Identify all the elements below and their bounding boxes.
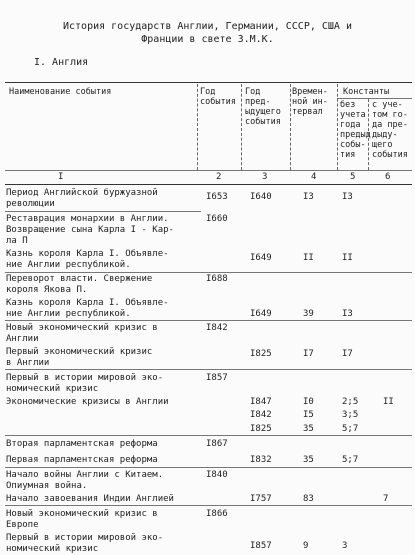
- row-0-const-a: I3: [342, 192, 353, 202]
- row-12-prev: I832: [250, 455, 272, 465]
- row-7-year: I857: [206, 373, 228, 383]
- row-0-interval: I3: [303, 192, 314, 202]
- row-10-interval: 35: [303, 424, 314, 434]
- row-underline: [5, 505, 412, 506]
- column-number: 4: [311, 172, 317, 182]
- row-10-prev: I825: [250, 424, 272, 434]
- row-2-name: Казнь короля Карла I. Объявле- ние Англии республикой.: [6, 249, 169, 270]
- row-8-const-a: 2;5: [342, 397, 359, 407]
- row-0-prev: I640: [250, 192, 272, 202]
- header-year: Год события: [200, 87, 236, 107]
- row-2-const-a: II: [342, 253, 353, 263]
- row-9-const-a: 3;5: [342, 410, 359, 420]
- row-8-interval: I0: [303, 397, 314, 407]
- row-8-name: Экономические кризисы в Англии: [6, 397, 169, 407]
- row-14-interval: 83: [303, 494, 314, 504]
- row-6-prev: I825: [250, 349, 272, 359]
- row-underline: [5, 467, 412, 468]
- row-4-name: Казнь короля Карла I. Объявле- ние Англии республикой.: [6, 298, 169, 319]
- header-prev-year: Год пред- ыдущего события: [245, 87, 281, 127]
- row-5-name: Новый экономический кризис в Англии: [6, 323, 158, 344]
- row-16-const-a: 3: [342, 541, 348, 551]
- row-11-name: Вторая парламентская реформа: [6, 439, 158, 449]
- row-4-prev: I649: [250, 309, 272, 319]
- column-number: 6: [385, 172, 391, 182]
- section-heading: I. Англия: [34, 57, 89, 68]
- header-bottom-rule: [5, 170, 412, 171]
- constants-subrule: [337, 98, 412, 99]
- column-divider: [197, 84, 198, 170]
- table-top-rule: [5, 82, 412, 83]
- row-6-interval: I7: [303, 349, 314, 359]
- row-14-const-b: 7: [383, 494, 389, 504]
- row-underline: [5, 272, 412, 273]
- document-title-line-2: Франции в свете З.М.К.: [141, 34, 274, 45]
- row-8-prev: I847: [250, 397, 272, 407]
- header-const-b: с уче- том го- да пре- дыду- щего события: [372, 100, 408, 160]
- header-name: Наименование события: [9, 87, 112, 97]
- row-12-name: Первая парламентская реформа: [6, 455, 158, 465]
- row-0-name: Период Английской буржуазной революции: [6, 188, 158, 209]
- row-underline: [5, 320, 412, 321]
- row-4-const-a: I3: [342, 309, 353, 319]
- row-2-interval: II: [303, 253, 314, 263]
- row-underline: [5, 369, 412, 370]
- column-divider: [290, 84, 291, 170]
- row-16-interval: 9: [303, 541, 309, 551]
- column-number: 2: [216, 172, 222, 182]
- row-6-const-a: I7: [342, 349, 353, 359]
- row-15-year: I866: [206, 509, 228, 519]
- row-1-name: Реставрация монархии в Англии. Возвращение сына Карла I - Кар- ла П: [6, 214, 174, 246]
- row-5-year: I842: [206, 323, 228, 333]
- row-12-interval: 35: [303, 455, 314, 465]
- row-1-year: I660: [206, 214, 228, 224]
- row-8-const-b: II: [383, 397, 394, 407]
- row-3-year: I688: [206, 274, 228, 284]
- row-underline: [5, 435, 412, 436]
- row-16-prev: I857: [250, 541, 272, 551]
- column-number: 5: [350, 172, 356, 182]
- row-9-prev: I842: [250, 410, 272, 420]
- column-divider: [368, 99, 369, 170]
- header-interval: Времен- ной ин- тервал: [292, 87, 328, 117]
- column-divider: [241, 84, 242, 170]
- row-6-name: Первый экономический кризис в Англии: [6, 347, 153, 368]
- column-number: 3: [262, 172, 268, 182]
- row-7-name: Первый в истории мировой эко- номический кризис: [6, 373, 164, 394]
- row-10-const-a: 5;7: [342, 424, 359, 434]
- column-number: I: [58, 172, 64, 182]
- row-9-interval: I5: [303, 410, 314, 420]
- row-14-prev: I757: [250, 494, 272, 504]
- column-divider: [337, 84, 338, 170]
- row-12-const-a: 5;7: [342, 455, 359, 465]
- row-14-name: Начало завоевания Индии Англией: [6, 494, 174, 504]
- row-0-year: I653: [206, 192, 228, 202]
- row-2-prev: I649: [250, 253, 272, 263]
- column-numbers-rule: [5, 184, 412, 185]
- row-3-name: Переворот власти. Свержение короля Якова П.: [6, 274, 153, 295]
- row-13-name: Начало войны Англии с Китаем. Опиумная война.: [6, 470, 164, 491]
- row-16-name: Первый в истории мировой эко- номический кризис: [6, 533, 164, 554]
- row-4-interval: 39: [303, 309, 314, 319]
- row-15-name: Новый экономический кризис в Европе: [6, 509, 158, 530]
- document-title-line-1: История государств Англии, Германии, СССР, США и: [63, 21, 352, 32]
- row-13-year: I840: [206, 470, 228, 480]
- header-const-a: без учета года предыд. собы- тия: [340, 100, 376, 160]
- header-constants: Константы: [343, 87, 390, 97]
- row-11-year: I867: [206, 439, 228, 449]
- row-underline: [5, 211, 201, 212]
